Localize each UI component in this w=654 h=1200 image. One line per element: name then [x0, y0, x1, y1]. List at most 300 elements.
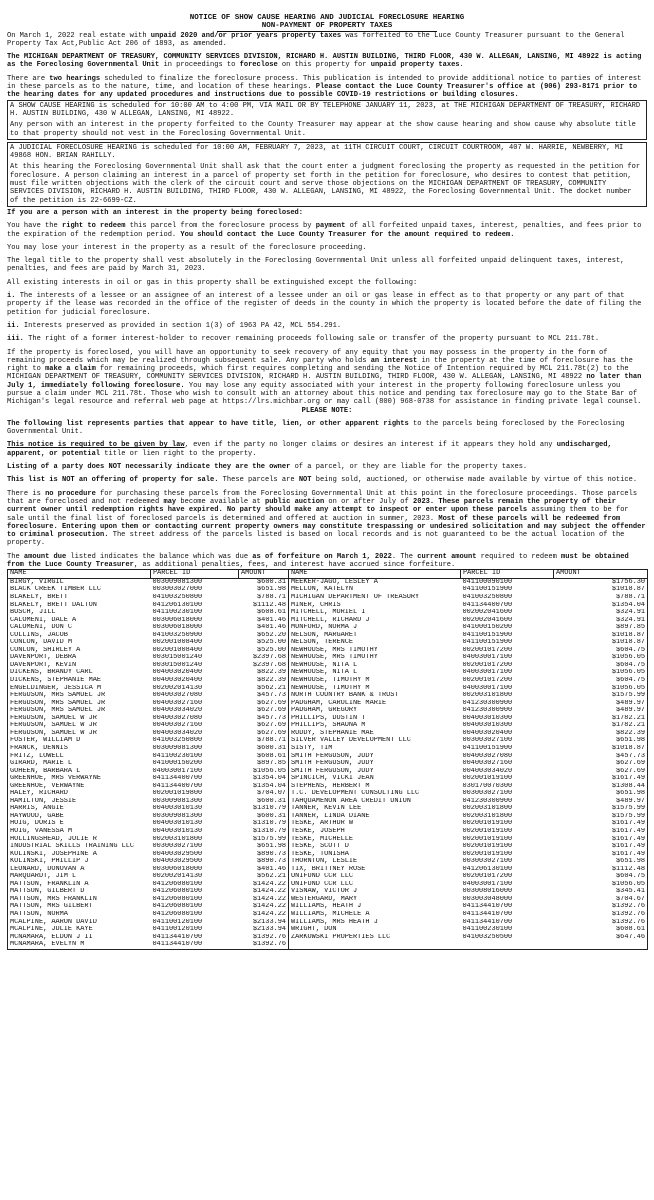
cell-name: DICKENS, STEPHANIE MAE: [8, 677, 151, 685]
cell-parcel-id: 004003010130: [152, 820, 203, 828]
cell-name-2: NORTH COUNTRY BANK & TRUST: [289, 692, 461, 700]
cell-name: MCNAMARA, EVELYN M: [8, 941, 151, 949]
cell-amount: $2397.68: [239, 654, 289, 662]
cell-parcel-id-2: 030170070300: [462, 782, 513, 790]
parcel-table-header: [8, 570, 648, 579]
cell-amount-2: $1617.49: [554, 775, 648, 783]
table-row: [8, 873, 648, 881]
cell-amount: $1424.22: [239, 903, 289, 911]
cell-parcel-id-2: 041100151900: [462, 631, 513, 639]
cell-amount: $457.73: [239, 692, 289, 700]
table-row: [8, 602, 648, 610]
judicial-hearing-text-2: At this hearing the Foreclosing Governmental Unit shall ask that the court enter a judgment foreclosing the property as requested in the petition for foreclosure. A person claiming an interest in a parcel of property set forth in the petition for foreclosure, who desires to contest that petition, must file written objections with the clerk of the circuit court and serve those objections on the MICHIGAN DEPARTMENT OF TREASURY, COMMUNITY SERVICES DIVISION, RICHARD H. AUSTIN BUILDING, THIRD FLOOR, 430 W. ALLEGAN, LANSING, MI 48922, the Foreclosing Governmental Unit. The docket number of the petition is 22-6699-CZ.: [10, 163, 641, 205]
parcel-table-body: [8, 578, 648, 949]
if-person-heading: If you are a person with an interest in the property being foreclosed:: [7, 208, 304, 217]
cell-name-2: PHILLIPS, SHAUNA M: [289, 722, 461, 730]
cell-name: MATTSON, GILBERT D: [8, 888, 151, 896]
cell-amount: $600.31: [239, 578, 289, 586]
cell-amount-2: $1617.49: [554, 836, 648, 844]
cell-parcel-id: 003015001240: [152, 661, 203, 669]
cell-name: BLAKELY, BRETT DALTON: [8, 602, 151, 610]
cell-name-2: WESTERGARD, MARY: [289, 896, 461, 904]
cell-parcel-id: 041134400700: [152, 775, 203, 783]
table-row: [8, 609, 648, 617]
cell-parcel-id: 003006018000: [152, 616, 203, 624]
procedure-paragraph: There is no procedure for purchasing these parcels from the Foreclosing Governmental Unit at this point in the foreclosure proceedings. Those parcels that are foreclosed and not redeemed may become available at public auction on or after July of 2023. These parcels remain the property of their current owner until redemption rights have expired. No party should make any attempt to inspect or enter upon these parcels assuming them to be for sale until the final list of foreclosed parcels is determined and offered at auction in summer, 2023. Most of these parcels will be redeemed from foreclosure. Entering upon them or contacting current property owners may constitute trespassing or undesired solicitation and may subject the offender to criminal prosecution. The street address of the parcels listed is based on local records and is not guaranteed to be the actual location of the property.: [7, 489, 646, 548]
cell-name-2: PADGHAM, GREGORY: [289, 707, 461, 715]
cell-amount-2: $897.85: [554, 624, 648, 632]
cell-parcel-id: 041003250800: [152, 737, 203, 745]
table-row: [8, 753, 648, 761]
table-row: [8, 639, 648, 647]
cell-name: DAVENPORT, DEBRA: [8, 654, 151, 662]
cell-parcel-id: 041134410700: [151, 941, 239, 949]
table-row: [8, 722, 648, 730]
cell-parcel-id-2: 002001019100: [462, 835, 513, 843]
cell-parcel-id: 004003029500: [152, 850, 203, 858]
not-offering-paragraph: This list is NOT an offering of property for sale. These parcels are NOT being sold, auctioned, or otherwise made available by virtue of this notice.: [7, 476, 638, 485]
cell-parcel-id-2: 002001017200: [462, 661, 513, 669]
cell-name: MATTSON, FRANKLIN A: [8, 881, 151, 889]
table-row: [8, 798, 648, 806]
table-row: [8, 662, 648, 670]
table-row: [8, 768, 648, 776]
cell-name: MCALPINE, AARON DAVID: [8, 919, 151, 927]
cell-amount-2: $345.41: [554, 888, 648, 896]
cell-parcel-id-2: 041230300900: [462, 707, 513, 715]
cell-amount-2: $788.71: [554, 594, 648, 602]
cell-amount: $401.46: [239, 624, 289, 632]
cell-name-2: SILVER VALLEY DEVELOPMENT LLC: [289, 737, 461, 745]
cell-name: FERGUSON, SAMUEL W JR: [8, 715, 151, 723]
table-row: [8, 783, 648, 791]
table-row: [8, 685, 648, 693]
please-note-heading: PLEASE NOTE:: [301, 406, 353, 415]
cell-amount-2: $1112.48: [554, 866, 648, 874]
cell-parcel-id: 003009081300: [152, 744, 203, 752]
table-row: [8, 745, 648, 753]
cell-name: GIRARD, MARIE L: [8, 760, 151, 768]
cell-name-2: PHILLIPS, DUSTIN T: [289, 715, 461, 723]
cell-parcel-id: 041100120100: [152, 918, 203, 926]
cell-amount: $525.00: [239, 647, 289, 655]
cell-name-2: TESKE, JOSEPH: [289, 828, 461, 836]
cell-name: FERGUSON, SAMUEL W JR: [8, 730, 151, 738]
cell-name-2: MITCHELL, MURIEL I: [289, 609, 461, 617]
intro-paragraph-3: There are two hearings scheduled to finalize the foreclosure process. This publication is intended to provide additional notice to parties of interest in these parcels as to the nature, time, and location of these hearings. Please contact the Luce County Treasurer's office at (906) 293-8171 prior to the hearing dates for any updated procedures and instructions due to possible COVID-19 restrictions or building closures.: [7, 74, 642, 100]
cell-amount-2: $604.75: [554, 677, 648, 685]
cell-name: GREENHOE, VERWAYNE: [8, 783, 151, 791]
cell-parcel-id-2: 002001017200: [462, 873, 513, 881]
table-row: [8, 586, 648, 594]
cell-parcel-id-2: 041100230100: [462, 926, 513, 934]
cell-amount-2: $324.91: [554, 609, 648, 617]
cell-parcel-id: 004003010130: [152, 827, 203, 835]
table-row: [8, 790, 648, 798]
cell-name: BUSCH, JILL: [8, 609, 151, 617]
intro-paragraph-1: On March 1, 2022 real estate with unpaid 2020 and/or prior years property taxes was forfeited to the Luce County Treasurer pursuant to the General Property Tax Act,Public Act 206 of 1893, as amended.: [7, 31, 625, 48]
cell-parcel-id: 002001008400: [152, 639, 203, 647]
cell-parcel-id-2: 004003020400: [462, 729, 513, 737]
cell-parcel-id-2: 041100151900: [462, 744, 513, 752]
cell-amount-2: $457.73: [554, 753, 648, 761]
cell-parcel-id-2: 002002041600: [462, 616, 513, 624]
cell-parcel-id-2: 004003027080: [462, 752, 513, 760]
cell-name-2: SMITH FERGUSON, JUDY: [289, 768, 461, 776]
cell-parcel-id-2: 040030017100: [462, 880, 513, 888]
table-row: [8, 836, 648, 844]
cell-name: CALOMENI, DON C: [8, 624, 151, 632]
header-parcel-id: PARCEL ID: [151, 570, 239, 579]
cell-name: MCALPINE, JULIE KAYE: [8, 926, 151, 934]
cell-parcel-id-2: 041000150200: [462, 624, 513, 632]
cell-parcel-id-2: 003003027100: [462, 737, 513, 745]
cell-amount: $457.73: [239, 715, 289, 723]
cell-amount: $897.85: [239, 760, 289, 768]
cell-amount-2: $1756.30: [554, 578, 648, 586]
cell-name-2: NELSON, MARGARET: [289, 632, 461, 640]
cell-amount-2: $608.61: [554, 926, 648, 934]
cell-amount: $1392.76: [239, 934, 289, 942]
cell-name: FERGUSON, MRS SAMUEL JR: [8, 700, 151, 708]
cell-name-2: [289, 941, 461, 949]
cell-amount-2: $1575.99: [554, 805, 648, 813]
cell-name: MATTSON, NORMA: [8, 911, 151, 919]
cell-parcel-id: 003003027000: [152, 586, 203, 594]
cell-amount-2: $1782.21: [554, 715, 648, 723]
cell-name-2: NEWHOUSE, NITA L: [289, 669, 461, 677]
cell-name-2: MITCHELL, RICHARD J: [289, 617, 461, 625]
cell-name: DICKENS, BRANDY CARL: [8, 669, 151, 677]
cell-name: FERGUSON, MRS SAMUEL JR: [8, 707, 151, 715]
cell-amount: $2397.68: [239, 662, 289, 670]
table-row: [8, 911, 648, 919]
table-row: [8, 903, 648, 911]
cell-amount: $890.73: [239, 851, 289, 859]
cell-name: BIRGY, VIRGIL: [8, 578, 151, 586]
title-line-2: NON-PAYMENT OF PROPERTY TAXES: [217, 22, 437, 31]
cell-name-2: RUDDY, STEPHANIE MAE: [289, 730, 461, 738]
cell-name-2: MEEKER-JAGO, LESLEY A: [289, 578, 461, 586]
cell-parcel-id-2: 041100151900: [462, 639, 513, 647]
cell-amount: $562.21: [239, 685, 289, 693]
cell-amount-2: $651.98: [554, 790, 648, 798]
cell-name: BLAKELY, BRETT: [8, 594, 151, 602]
table-row: [8, 881, 648, 889]
judicial-hearing-box: [7, 142, 647, 207]
cell-name-2: VISNAW, VICTOR J: [289, 888, 461, 896]
cell-amount: $890.73: [239, 858, 289, 866]
cell-name: FRITZ, LOWELL: [8, 753, 151, 761]
cell-amount: $704.07: [239, 790, 289, 798]
cell-amount-2: $489.97: [554, 700, 648, 708]
cell-name-2: TESKE, TONISHA: [289, 851, 461, 859]
cell-amount: $1354.04: [239, 783, 289, 791]
cell-amount: $1424.22: [239, 888, 289, 896]
cell-name-2: NEWHOUSE, NITA L: [289, 662, 461, 670]
cell-amount: $822.39: [239, 677, 289, 685]
cell-name: GOHEEN, BARBARA L: [8, 768, 151, 776]
cell-amount-2: $489.97: [554, 707, 648, 715]
cell-parcel-id: 002002014130: [152, 873, 203, 881]
cell-parcel-id-2: 002001019100: [462, 850, 513, 858]
cell-parcel-id: 003015001240: [152, 654, 203, 662]
cell-parcel-id: 004003027160: [152, 722, 203, 730]
cell-name-2: TIX, BRITTNEY ROSE: [289, 866, 461, 874]
cell-parcel-id-2: 040030017100: [462, 684, 513, 692]
cell-parcel-id-2: 041100090100: [462, 578, 513, 586]
cell-amount-2: $1018.87: [554, 632, 648, 640]
cell-name-2: WILLIAMS, HEATH J: [289, 903, 461, 911]
cell-name: KOLINSKI, JOSEPHINE A: [8, 851, 151, 859]
cell-parcel-id: 003009081300: [152, 578, 203, 586]
cell-amount: $600.31: [239, 745, 289, 753]
cell-amount: $1056.05: [239, 768, 289, 776]
cell-name-2: ZARKOWSKI PROPERTIES LLC: [289, 934, 461, 942]
cell-name: CONLON, DAVID M: [8, 639, 151, 647]
cell-amount: $652.20: [239, 632, 289, 640]
table-row: [8, 775, 648, 783]
exception-item-ii: ii. Interests preserved as provided in section 1(3) of 1963 PA 42, MCL 554.291.: [7, 321, 342, 330]
cell-amount: $788.71: [239, 594, 289, 602]
cell-parcel-id: 004003034020: [152, 707, 203, 715]
cell-amount: $600.31: [239, 813, 289, 821]
cell-amount: $1354.04: [239, 775, 289, 783]
cell-amount-2: $627.69: [554, 768, 648, 776]
exception-item-i: i. The interests of a lessee or an assignee of an interest of a lessee under an oil or gas lease in effect as to that property or any part of that property if the lease was recorded in the office of the register of deeds in the county in which the property is located before the date of filing the petition for judicial foreclosure.: [7, 292, 642, 317]
table-row: [8, 919, 648, 927]
cell-amount-2: $1056.05: [554, 881, 648, 889]
table-row: [8, 820, 648, 828]
cell-name: HOIG, DORIS E: [8, 820, 151, 828]
cell-parcel-id: 040030017100: [152, 767, 203, 775]
table-row: [8, 669, 648, 677]
table-row: [8, 813, 648, 821]
cell-name-2: TESKE, ARTHUR W: [289, 820, 461, 828]
cell-parcel-id: 004003010130: [152, 805, 203, 813]
cell-name-2: TESKE, MICHELLE: [289, 836, 461, 844]
show-cause-hearing-text: A SHOW CAUSE HEARING is scheduled for 10:00 AM to 4:00 PM, VIA MAIL OR BY TELEPHONE JANUARY 11, 2023, at THE MICHIGAN DEPARTMENT OF TREASURY, RICHARD H. AUSTIN BUILDING, 430 W ALLEGAN, LANSING, MI 48922.: [10, 101, 641, 118]
cell-name-2: TANNER, LINDA DIANE: [289, 813, 461, 821]
cell-parcel-id-2: 002002041600: [462, 609, 513, 617]
cell-parcel-id: 003009081300: [152, 812, 203, 820]
table-row: [8, 692, 648, 700]
table-row: [8, 760, 648, 768]
cell-amount-2: $627.69: [554, 760, 648, 768]
cell-amount: $1424.22: [239, 911, 289, 919]
title-line-1: NOTICE OF SHOW CAUSE HEARING AND JUDICIAL FORECLOSURE HEARING: [189, 14, 465, 22]
cell-parcel-id: 041003250900: [152, 631, 203, 639]
cell-parcel-id: 003006018000: [152, 624, 203, 632]
required-by-law-paragraph: This notice is required to be given by law, even if the party no longer claims or desires an interest if it appears they hold any undischarged, apparent, or potential title or lien right to the property.: [7, 441, 612, 458]
cell-name-2: T.C. DEVELOPMENT CONSULTING LLC: [289, 790, 461, 798]
cell-name: MATTSON, MRS FRANKLIN: [8, 896, 151, 904]
cell-parcel-id: 041003250800: [152, 594, 203, 602]
cell-name: INDUSTRIAL SKILLS TRAINING LLC: [8, 843, 151, 851]
cell-parcel-id: 003003027100: [152, 843, 203, 851]
cell-parcel-id: 004003029500: [152, 858, 203, 866]
cell-parcel-id-2: 040030017100: [462, 669, 513, 677]
cell-name: BLACK CREEK TIMBER LLC: [8, 586, 151, 594]
cell-amount-2: $1056.05: [554, 654, 648, 662]
cell-name-2: SMITH FERGUSON, JUDY: [289, 760, 461, 768]
cell-amount-2: $1782.21: [554, 722, 648, 730]
cell-name-2: SMITH FERGUSON, JUDY: [289, 753, 461, 761]
cell-parcel-id-2: 004003010300: [462, 714, 513, 722]
cell-parcel-id: 004003027080: [152, 714, 203, 722]
table-row: [8, 737, 648, 745]
table-row: [8, 715, 648, 723]
cell-parcel-id: 041206080100: [152, 895, 203, 903]
cell-name-2: NEWHOUSE, TIMOTHY M: [289, 685, 461, 693]
cell-amount-2: $1018.87: [554, 745, 648, 753]
header-name-2: NAME: [289, 570, 461, 579]
table-row: [8, 866, 648, 874]
cell-name: ENGELDINGER, JESSICA M: [8, 685, 151, 693]
cell-amount: $1310.79: [239, 820, 289, 828]
cell-name: FRANCK, DENNIS: [8, 745, 151, 753]
cell-name: HOIG, VANESSA M: [8, 828, 151, 836]
cell-parcel-id-2: 041134400700: [462, 601, 513, 609]
table-row: [8, 654, 648, 662]
table-row: [8, 805, 648, 813]
table-row: [8, 888, 648, 896]
cell-parcel-id-2: 004003034020: [462, 767, 513, 775]
cell-amount: $401.46: [239, 617, 289, 625]
amount-due-paragraph: The amount due listed indicates the balance which was due as of forfeiture on March 1, 2022. The current amount required to redeem must be obtained from the Luce County Treasurer, as additional penalties, fees, and interest have accrued since forfeiture.: [7, 552, 629, 570]
cell-parcel-id: 004003020400: [152, 669, 203, 677]
cell-amount-2: $1617.49: [554, 851, 648, 859]
cell-name: FERGUSON, SAMUEL W JR: [8, 722, 151, 730]
cell-parcel-id: 041134400700: [152, 782, 203, 790]
cell-parcel-id-2: 002001017200: [462, 677, 513, 685]
cell-parcel-id: 004003020400: [152, 677, 203, 685]
cell-amount: $1575.99: [239, 836, 289, 844]
cell-parcel-id-2: [461, 941, 554, 949]
cell-name: DAVENPORT, KEVIN: [8, 662, 151, 670]
cell-parcel-id: 041206080100: [152, 880, 203, 888]
table-row: [8, 617, 648, 625]
cell-name: LEONARD, DONOVAN A: [8, 866, 151, 874]
cell-amount-2: $1392.76: [554, 903, 648, 911]
cell-name-2: NELSON, TERENCE: [289, 639, 461, 647]
cell-parcel-id: 041134410700: [152, 933, 203, 941]
cell-name: COLLINS, JACOB: [8, 632, 151, 640]
cell-parcel-id: 041206130100: [152, 601, 203, 609]
show-cause-hearing-text-2: Any person with an interest in the property forfeited to the County Treasurer may appear at the show cause hearing and show cause why absolute title to that property should not vest in the Foreclosing Governmental Unit.: [10, 121, 636, 138]
cell-name-2: THORNTON, LESLIE: [289, 858, 461, 866]
cell-parcel-id-2: 002001019100: [462, 827, 513, 835]
table-row: [8, 851, 648, 859]
table-row: [8, 941, 648, 949]
header-name: NAME: [8, 570, 151, 579]
cell-name: HAYWOOD, GABE: [8, 813, 151, 821]
table-row: [8, 828, 648, 836]
cell-name-2: NEWHOUSE, MRS TIMOTHY: [289, 654, 461, 662]
cell-amount: $822.39: [239, 669, 289, 677]
parcel-table: [7, 569, 648, 949]
cell-amount: $525.00: [239, 639, 289, 647]
table-row: [8, 934, 648, 942]
table-row: [8, 700, 648, 708]
cell-amount: $788.71: [239, 737, 289, 745]
table-row: [8, 730, 648, 738]
judicial-hearing-text: A JUDICIAL FORECLOSURE HEARING is scheduled for 10:00 AM, FEBRUARY 7, 2023, at 11TH CIRCUIT COURT, CIRCUIT COURTROOM, 407 W. HARRIE, NEWBERRY, MI 49868 HON. BRIAN RAHILLY.: [10, 143, 624, 161]
cell-name: CONLON, SHIRLEY A: [8, 647, 151, 655]
cell-amount: $627.69: [239, 722, 289, 730]
cell-amount-2: $651.98: [554, 858, 648, 866]
table-row: [8, 926, 648, 934]
cell-amount: $1310.79: [239, 805, 289, 813]
cell-amount-2: $489.97: [554, 798, 648, 806]
cell-name-2: NEWHOUSE, MRS TIMOTHY: [289, 647, 461, 655]
intro-paragraph-2: The MICHIGAN DEPARTMENT OF TREASURY, COMMUNITY SERVICES DIVISION, RICHARD H. AUSTIN BUILDING, THIRD FLOOR, 430 W. ALLEGAN, LANSING, MI 48922 is acting as the Foreclosing Governmental Unit in proceedings to foreclose on this property for unpaid property taxes.: [7, 53, 642, 70]
table-row: [8, 858, 648, 866]
cell-name-2: MELLON, KATELYN: [289, 586, 461, 594]
cell-name: HARRIS, ANGIE: [8, 805, 151, 813]
cell-parcel-id-2: 041230300900: [462, 797, 513, 805]
cell-parcel-id: 041000150200: [152, 760, 203, 768]
cell-name: FERGUSON, MRS SAMUEL JR: [8, 692, 151, 700]
table-row: [8, 677, 648, 685]
cell-name: FOSTER, WILLIAM D: [8, 737, 151, 745]
cell-amount-2: $1617.49: [554, 820, 648, 828]
cell-amount-2: $1018.87: [554, 639, 648, 647]
cell-parcel-id: 002001019800: [152, 790, 203, 798]
cell-amount-2: $1056.05: [554, 685, 648, 693]
header-amount-2: AMOUNT: [554, 570, 648, 579]
table-row: [8, 578, 648, 586]
cell-parcel-id-2: 041206130100: [462, 865, 513, 873]
cell-parcel-id: 003006018000: [152, 865, 203, 873]
cell-amount-2: $604.75: [554, 873, 648, 881]
notice-page: [7, 0, 647, 950]
cell-parcel-id-2: 003008016000: [462, 888, 513, 896]
cell-amount-2: $704.67: [554, 896, 648, 904]
table-row: [8, 624, 648, 632]
listing-paragraph: Listing of a party does NOT necessarily indicate they are the owner of a parcel, or they are liable for the property taxes.: [7, 463, 528, 472]
cell-amount: $1424.22: [239, 881, 289, 889]
cell-parcel-id: 041206080100: [152, 903, 203, 911]
cell-name-2: SPINCICH, VICKI JEAN: [289, 775, 461, 783]
cell-name-2: WILLIAMS, MRS HEATH J: [289, 919, 461, 927]
cell-parcel-id-2: 041230300900: [462, 699, 513, 707]
cell-amount: $627.69: [239, 730, 289, 738]
cell-name-2: UNIFUND CCR LLC: [289, 873, 461, 881]
cell-name: GREENHOE, MRS VERWAYNE: [8, 775, 151, 783]
cell-parcel-id-2: 041003250800: [462, 594, 513, 602]
lose-interest-paragraph: You may lose your interest in the property as a result of the foreclosure proceeding.: [7, 243, 367, 252]
cell-parcel-id: 041206080100: [152, 888, 203, 896]
cell-amount-2: $1575.99: [554, 813, 648, 821]
cell-amount: $2133.94: [239, 926, 289, 934]
cell-parcel-id-2: 002001017200: [462, 646, 513, 654]
cell-parcel-id: 004003027160: [152, 699, 203, 707]
cell-parcel-id-2: 004003010300: [462, 722, 513, 730]
table-row: [8, 707, 648, 715]
cell-amount: $1310.79: [239, 828, 289, 836]
cell-parcel-id: 004003027080: [152, 692, 203, 700]
cell-amount-2: $647.46: [554, 934, 648, 942]
cell-parcel-id-2: 041003250500: [462, 933, 513, 941]
cell-parcel-id-2: 002001019100: [462, 843, 513, 851]
cell-name-2: PADGHAM, CAROLINE MARIE: [289, 700, 461, 708]
cell-amount-2: $604.75: [554, 662, 648, 670]
cell-parcel-id: 002002014130: [152, 684, 203, 692]
cell-name: HOLLINGSHEAD, JULIE R: [8, 836, 151, 844]
cell-amount: $608.61: [239, 753, 289, 761]
cell-amount: $1112.48: [239, 602, 289, 610]
